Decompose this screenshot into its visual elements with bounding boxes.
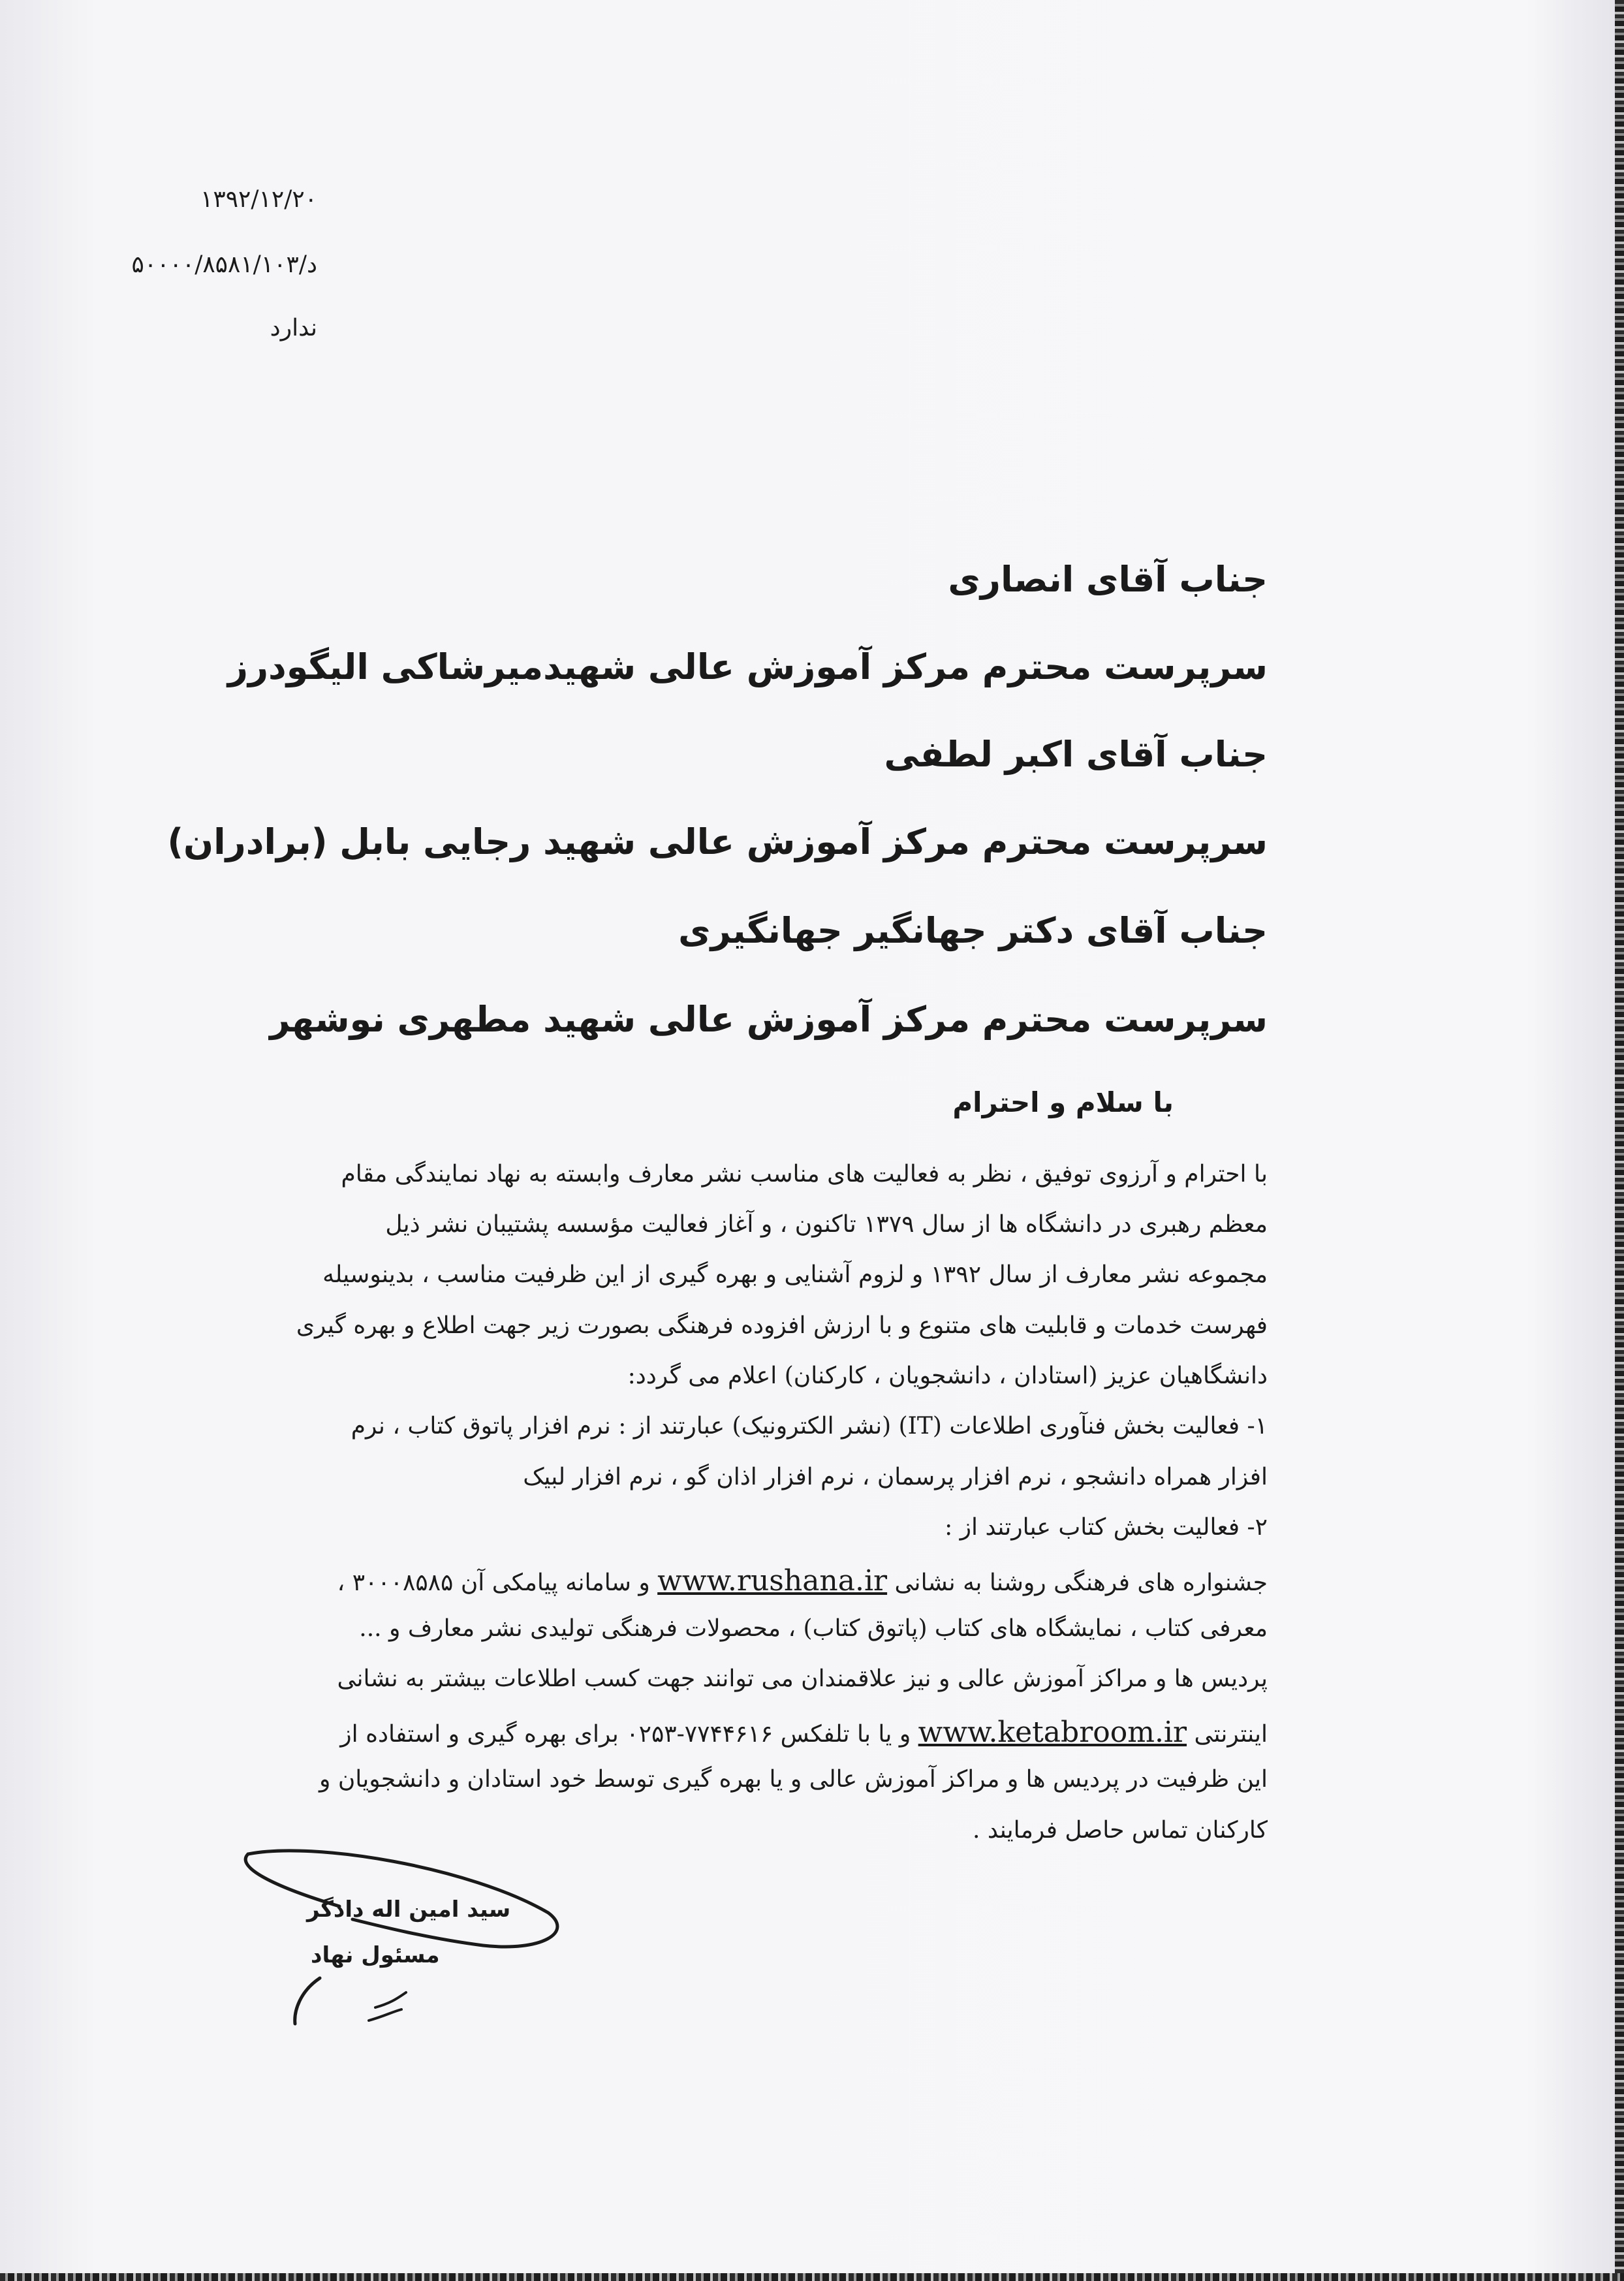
- body-line: [256, 1716, 1268, 1749]
- signature-scribble: [235, 1841, 574, 2037]
- recipient-1-title: سرپرست محترم مرکز آموزش عالی شهیدمیرشاکی الیگودرز: [227, 646, 1268, 687]
- body-line: پردیس ها و مراکز آموزش عالی و نیز علاقمندان می توانند جهت کسب اطلاعات بیشتر به نشانی: [337, 1665, 1268, 1692]
- ketabroom-link[interactable]: www.ketabroom.ir: [918, 1716, 1187, 1749]
- signatory-title: مسئول نهاد: [311, 1942, 440, 1968]
- scan-edge-bottom: [0, 2273, 1624, 2281]
- body-text: جشنواره های فرهنگی روشنا به نشانی: [894, 1569, 1268, 1596]
- body-line: فهرست خدمات و قابلیت های متنوع و با ارزش افزوده فرهنگی بصورت زیر جهت اطلاع و بهره گیری: [296, 1312, 1268, 1339]
- body-line: مجموعه نشر معارف از سال ۱۳۹۲ و لزوم آشنایی و بهره گیری از این ظرفیت مناسب ، بدینوسیله: [322, 1261, 1268, 1288]
- body-line: افزار همراه دانشجو ، نرم افزار پرسمان ، نرم افزار اذان گو ، نرم افزار لبیک: [523, 1464, 1268, 1490]
- body-line: کارکنان تماس حاصل فرمایند .: [972, 1817, 1268, 1844]
- letter-date: ۱۳۹۲/۱۲/۲۰: [200, 186, 317, 213]
- body-line: [256, 1564, 1268, 1597]
- body-line: معرفی کتاب ، نمایشگاه های کتاب (پاتوق کتاب) ، محصولات فرهنگی تولیدی نشر معارف و ...: [359, 1615, 1268, 1642]
- body-text: و سامانه پیامکی آن ۳۰۰۰۸۵۸۵ ،: [337, 1569, 650, 1596]
- rushana-link[interactable]: www.rushana.ir: [657, 1564, 888, 1597]
- body-line: این ظرفیت در پردیس ها و مراکز آموزش عالی و یا بهره گیری توسط خود استادان و دانشجویان و: [319, 1766, 1268, 1793]
- greeting: با سلام و احترام: [952, 1086, 1174, 1118]
- recipient-3-name: جناب آقای دکتر جهانگیر جهانگیری: [678, 910, 1268, 951]
- recipient-2-title: سرپرست محترم مرکز آموزش عالی شهید رجایی بابل (برادران): [167, 821, 1268, 862]
- recipient-2-name: جناب آقای اکبر لطفی: [884, 734, 1268, 775]
- body-text: و یا با تلفکس ۷۷۴۴۶۱۶-۰۲۵۳ برای بهره گیری و استفاده از: [340, 1721, 911, 1748]
- body-line: دانشگاهیان عزیز (استادان ، دانشجویان ، کارکنان) اعلام می گردد:: [627, 1362, 1268, 1389]
- recipient-3-title: سرپرست محترم مرکز آموزش عالی شهید مطهری نوشهر: [270, 999, 1268, 1040]
- body-line: با احترام و آرزوی توفیق ، نظر به فعالیت های مناسب نشر معارف وابسته به نهاد نمایندگی مقام: [341, 1161, 1268, 1188]
- recipient-1-name: جناب آقای انصاری: [948, 559, 1268, 600]
- letter-number: د/۵۰۰۰۰/۸۵۸۱/۱۰۳: [131, 251, 317, 278]
- signatory-name: سید امین اله دادگر: [307, 1896, 511, 1923]
- body-line: ۲- فعالیت بخش کتاب عبارتند از :: [945, 1514, 1268, 1541]
- letter-attachment: ندارد: [270, 315, 317, 341]
- body-line: معظم رهبری در دانشگاه ها از سال ۱۳۷۹ تاکنون ، و آغاز فعالیت مؤسسه پشتیبان نشر ذیل: [385, 1211, 1268, 1238]
- body-text: اینترنتی: [1194, 1721, 1268, 1748]
- body-line: ۱- فعالیت بخش فنآوری اطلاعات (IT) (نشر الکترونیک) عبارتند از : نرم افزار پاتوق کتاب ، نرم: [351, 1413, 1268, 1439]
- scan-edge-right: [1615, 0, 1624, 2281]
